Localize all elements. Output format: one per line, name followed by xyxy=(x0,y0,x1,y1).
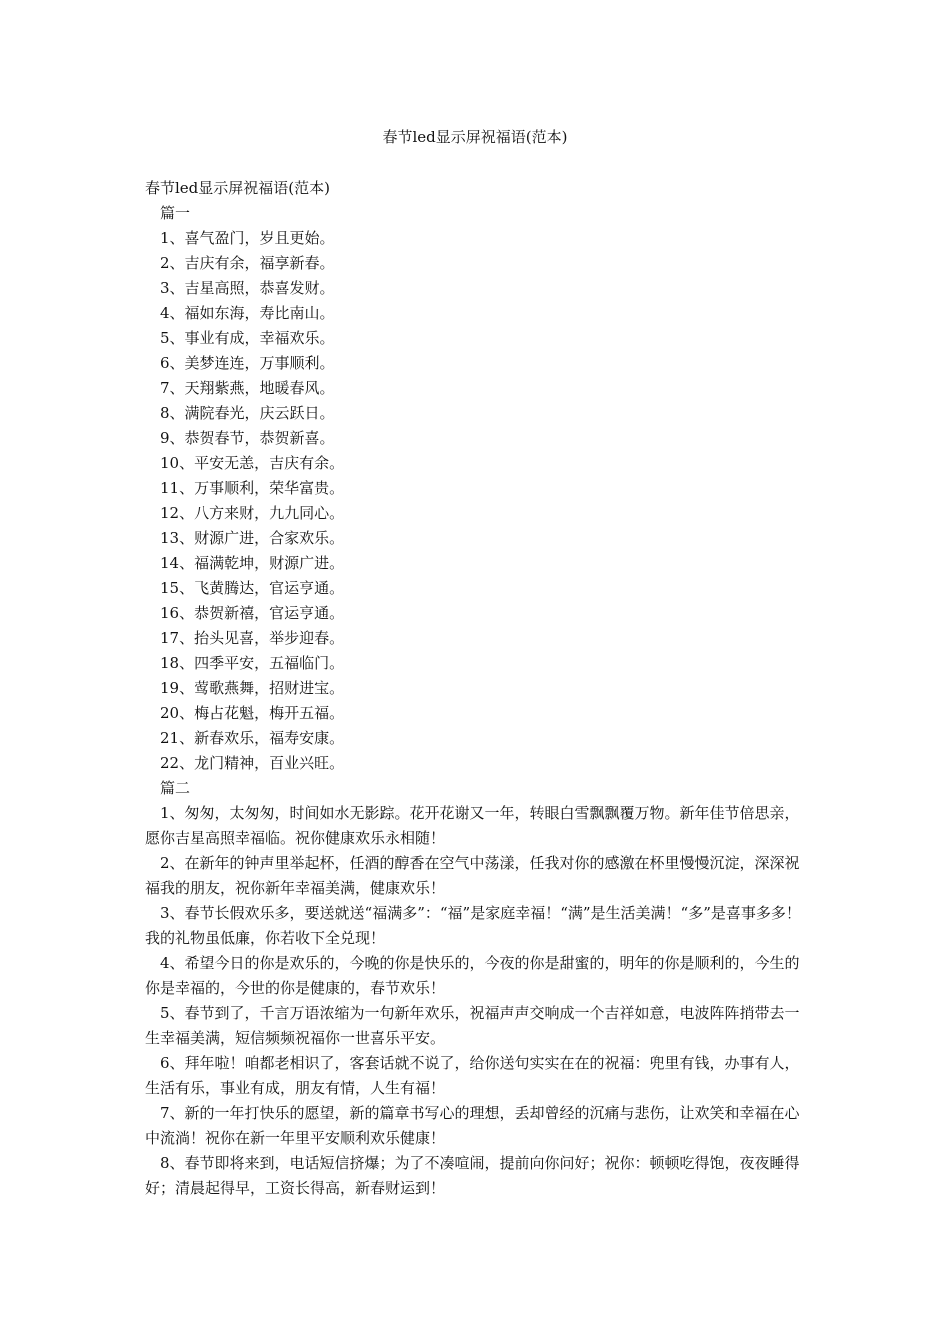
list-item: 2、吉庆有余，福享新春。 xyxy=(160,254,335,272)
list-item: 13、财源广进，合家欢乐。 xyxy=(160,529,345,547)
section-heading-2: 篇二 xyxy=(160,779,191,797)
list-item: 3、吉星高照，恭喜发财。 xyxy=(160,279,335,297)
document-body xyxy=(145,176,807,1201)
document-subtitle: 春节led显示屏祝福语(范本) xyxy=(145,179,330,197)
paragraph: 6、拜年啦！咱都老相识了，客套话就不说了，给你送句实实在在的祝福：兜里有钱，办事有人，生活有乐，事业有成，朋友有情，人生有福！ xyxy=(145,1054,800,1097)
list-item: 6、美梦连连，万事顺利。 xyxy=(160,354,335,372)
section-heading-1: 篇一 xyxy=(160,204,191,222)
list-item: 14、福满乾坤，财源广进。 xyxy=(160,554,345,572)
list-item: 5、事业有成，幸福欢乐。 xyxy=(160,329,335,347)
list-item: 7、天翔紫燕，地暖春风。 xyxy=(160,379,335,397)
paragraph: 3、春节长假欢乐多，要送就送“福满多”：“福”是家庭幸福！“满”是生活美满！“多”是喜事多多！我的礼物虽低廉，你若收下全兑现！ xyxy=(145,904,801,947)
document-title: 春节led显示屏祝福语(范本) xyxy=(382,128,568,146)
list-item: 11、万事顺利，荣华富贵。 xyxy=(160,479,345,497)
paragraph: 7、新的一年打快乐的愿望，新的篇章书写心的理想，丢却曾经的沉痛与悲伤，让欢笑和幸福在心中流淌！祝你在新一年里平安顺利欢乐健康！ xyxy=(145,1104,800,1147)
list-item: 20、梅占花魁，梅开五福。 xyxy=(160,704,345,722)
paragraph: 2、在新年的钟声里举起杯，任酒的醇香在空气中荡漾，任我对你的感激在杯里慢慢沉淀，深深祝福我的朋友，祝你新年幸福美满，健康欢乐！ xyxy=(145,854,800,897)
list-item: 15、飞黄腾达，官运亨通。 xyxy=(160,579,345,597)
list-item: 9、恭贺春节，恭贺新喜。 xyxy=(160,429,335,447)
list-item: 4、福如东海，寿比南山。 xyxy=(160,304,335,322)
paragraph: 8、春节即将来到，电话短信挤爆；为了不凑喧闹，提前向你问好；祝你：顿顿吃得饱，夜夜睡得好；清晨起得早，工资长得高，新春财运到！ xyxy=(145,1154,800,1197)
paragraph: 5、春节到了，千言万语浓缩为一句新年欢乐，祝福声声交响成一个吉祥如意，电波阵阵捎带去一生幸福美满，短信频频祝福你一世喜乐平安。 xyxy=(145,1004,800,1047)
list-item: 22、龙门精神，百业兴旺。 xyxy=(160,754,345,772)
paragraph: 1、匆匆，太匆匆，时间如水无影踪。花开花谢又一年，转眼白雪飘飘覆万物。新年佳节倍思亲，愿你吉星高照幸福临。祝你健康欢乐永相随！ xyxy=(145,804,800,847)
list-item: 1、喜气盈门，岁且更始。 xyxy=(160,229,335,247)
paragraph: 4、希望今日的你是欢乐的，今晚的你是快乐的，今夜的你是甜蜜的，明年的你是顺利的，今生的你是幸福的，今世的你是健康的，春节欢乐！ xyxy=(145,954,800,997)
list-item: 8、满院春光，庆云跃日。 xyxy=(160,404,335,422)
list-item: 21、新春欢乐，福寿安康。 xyxy=(160,729,345,747)
list-item: 10、平安无恙，吉庆有余。 xyxy=(160,454,345,472)
list-item: 19、莺歌燕舞，招财进宝。 xyxy=(160,679,345,697)
list-item: 17、抬头见喜，举步迎春。 xyxy=(160,629,345,647)
list-item: 16、恭贺新禧，官运亨通。 xyxy=(160,604,345,622)
list-item: 18、四季平安，五福临门。 xyxy=(160,654,345,672)
list-item: 12、八方来财，九九同心。 xyxy=(160,504,345,522)
